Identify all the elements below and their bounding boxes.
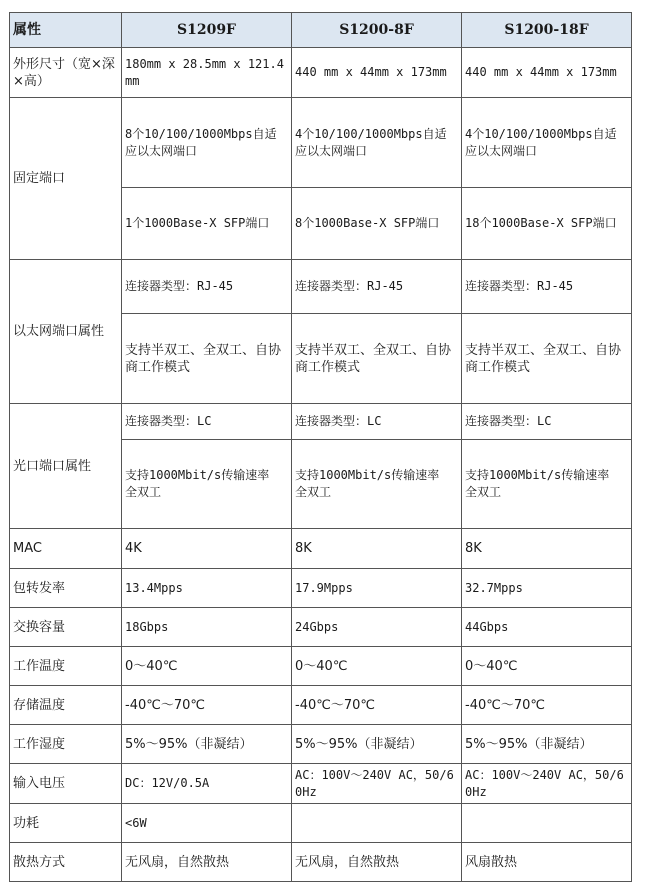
spec-table [9, 12, 632, 882]
header-attr: 属性 [10, 13, 122, 48]
cell: 连接器类型：LC [462, 404, 632, 440]
row-label: 工作温度 [10, 647, 122, 686]
cell: 24Gbps [292, 608, 462, 647]
cell: 180mm x 28.5mm x 121.4mm [122, 48, 292, 98]
row-label: 存储温度 [10, 686, 122, 725]
cell: 8个1000Base-X SFP端口 [292, 188, 462, 260]
cell: AC：100V～240V AC，50/60Hz [292, 764, 462, 804]
cell: 1个1000Base-X SFP端口 [122, 188, 292, 260]
row-label: 包转发率 [10, 569, 122, 608]
row-label: 光口端口属性 [10, 404, 122, 529]
cell: -40℃～70℃ [462, 686, 632, 725]
row-label: 以太网端口属性 [10, 260, 122, 404]
table-row [10, 529, 632, 569]
cell: -40℃～70℃ [122, 686, 292, 725]
cell [462, 804, 632, 843]
cell: <6W [122, 804, 292, 843]
cell: 44Gbps [462, 608, 632, 647]
cell: 连接器类型：RJ-45 [292, 260, 462, 314]
row-label: 外形尺寸（宽×深×高） [10, 48, 122, 98]
header-model-3: S1200-18F [462, 13, 632, 48]
cell: 4个10/100/1000Mbps自适应以太网端口 [462, 98, 632, 188]
cell: 5%～95%（非凝结） [462, 725, 632, 764]
table-row [10, 404, 632, 440]
cell: 0～40℃ [462, 647, 632, 686]
row-label: MAC [10, 529, 122, 569]
table-row [10, 764, 632, 804]
cell [292, 804, 462, 843]
table-row [10, 569, 632, 608]
row-label: 散热方式 [10, 843, 122, 882]
cell: 5%～95%（非凝结） [122, 725, 292, 764]
cell: 风扇散热 [462, 843, 632, 882]
cell: 0～40℃ [122, 647, 292, 686]
cell: 支持半双工、全双工、自协商工作模式 [292, 314, 462, 404]
cell: 32.7Mpps [462, 569, 632, 608]
cell: 8K [462, 529, 632, 569]
cell: 连接器类型：LC [292, 404, 462, 440]
table-header-row [10, 13, 632, 48]
row-label: 输入电压 [10, 764, 122, 804]
cell: DC：12V/0.5A [122, 764, 292, 804]
cell: 支持1000Mbit/s传输速率 全双工 [122, 440, 292, 529]
table-row [10, 98, 632, 188]
cell: 440 mm x 44mm x 173mm [462, 48, 632, 98]
table-row [10, 843, 632, 882]
cell: 440 mm x 44mm x 173mm [292, 48, 462, 98]
table-row [10, 48, 632, 98]
cell: 0～40℃ [292, 647, 462, 686]
table-row [10, 804, 632, 843]
cell: 18Gbps [122, 608, 292, 647]
row-label: 功耗 [10, 804, 122, 843]
row-label: 工作湿度 [10, 725, 122, 764]
cell: 4个10/100/1000Mbps自适应以太网端口 [292, 98, 462, 188]
cell: 8K [292, 529, 462, 569]
cell: AC：100V～240V AC，50/60Hz [462, 764, 632, 804]
cell: 连接器类型：RJ-45 [462, 260, 632, 314]
cell: 支持半双工、全双工、自协商工作模式 [122, 314, 292, 404]
cell: 17.9Mpps [292, 569, 462, 608]
table-row [10, 260, 632, 314]
cell: 连接器类型：RJ-45 [122, 260, 292, 314]
cell: 连接器类型：LC [122, 404, 292, 440]
cell: 8个10/100/1000Mbps自适应以太网端口 [122, 98, 292, 188]
cell: 13.4Mpps [122, 569, 292, 608]
cell: -40℃～70℃ [292, 686, 462, 725]
cell: 18个1000Base-X SFP端口 [462, 188, 632, 260]
cell: 4K [122, 529, 292, 569]
cell: 无风扇，自然散热 [292, 843, 462, 882]
row-label: 交换容量 [10, 608, 122, 647]
cell: 支持1000Mbit/s传输速率 全双工 [462, 440, 632, 529]
table-row [10, 686, 632, 725]
row-label: 固定端口 [10, 98, 122, 260]
cell: 5%～95%（非凝结） [292, 725, 462, 764]
table-row [10, 725, 632, 764]
cell: 支持半双工、全双工、自协商工作模式 [462, 314, 632, 404]
cell: 无风扇，自然散热 [122, 843, 292, 882]
table-row [10, 608, 632, 647]
header-model-1: S1209F [122, 13, 292, 48]
table-row [10, 647, 632, 686]
cell: 支持1000Mbit/s传输速率 全双工 [292, 440, 462, 529]
header-model-2: S1200-8F [292, 13, 462, 48]
